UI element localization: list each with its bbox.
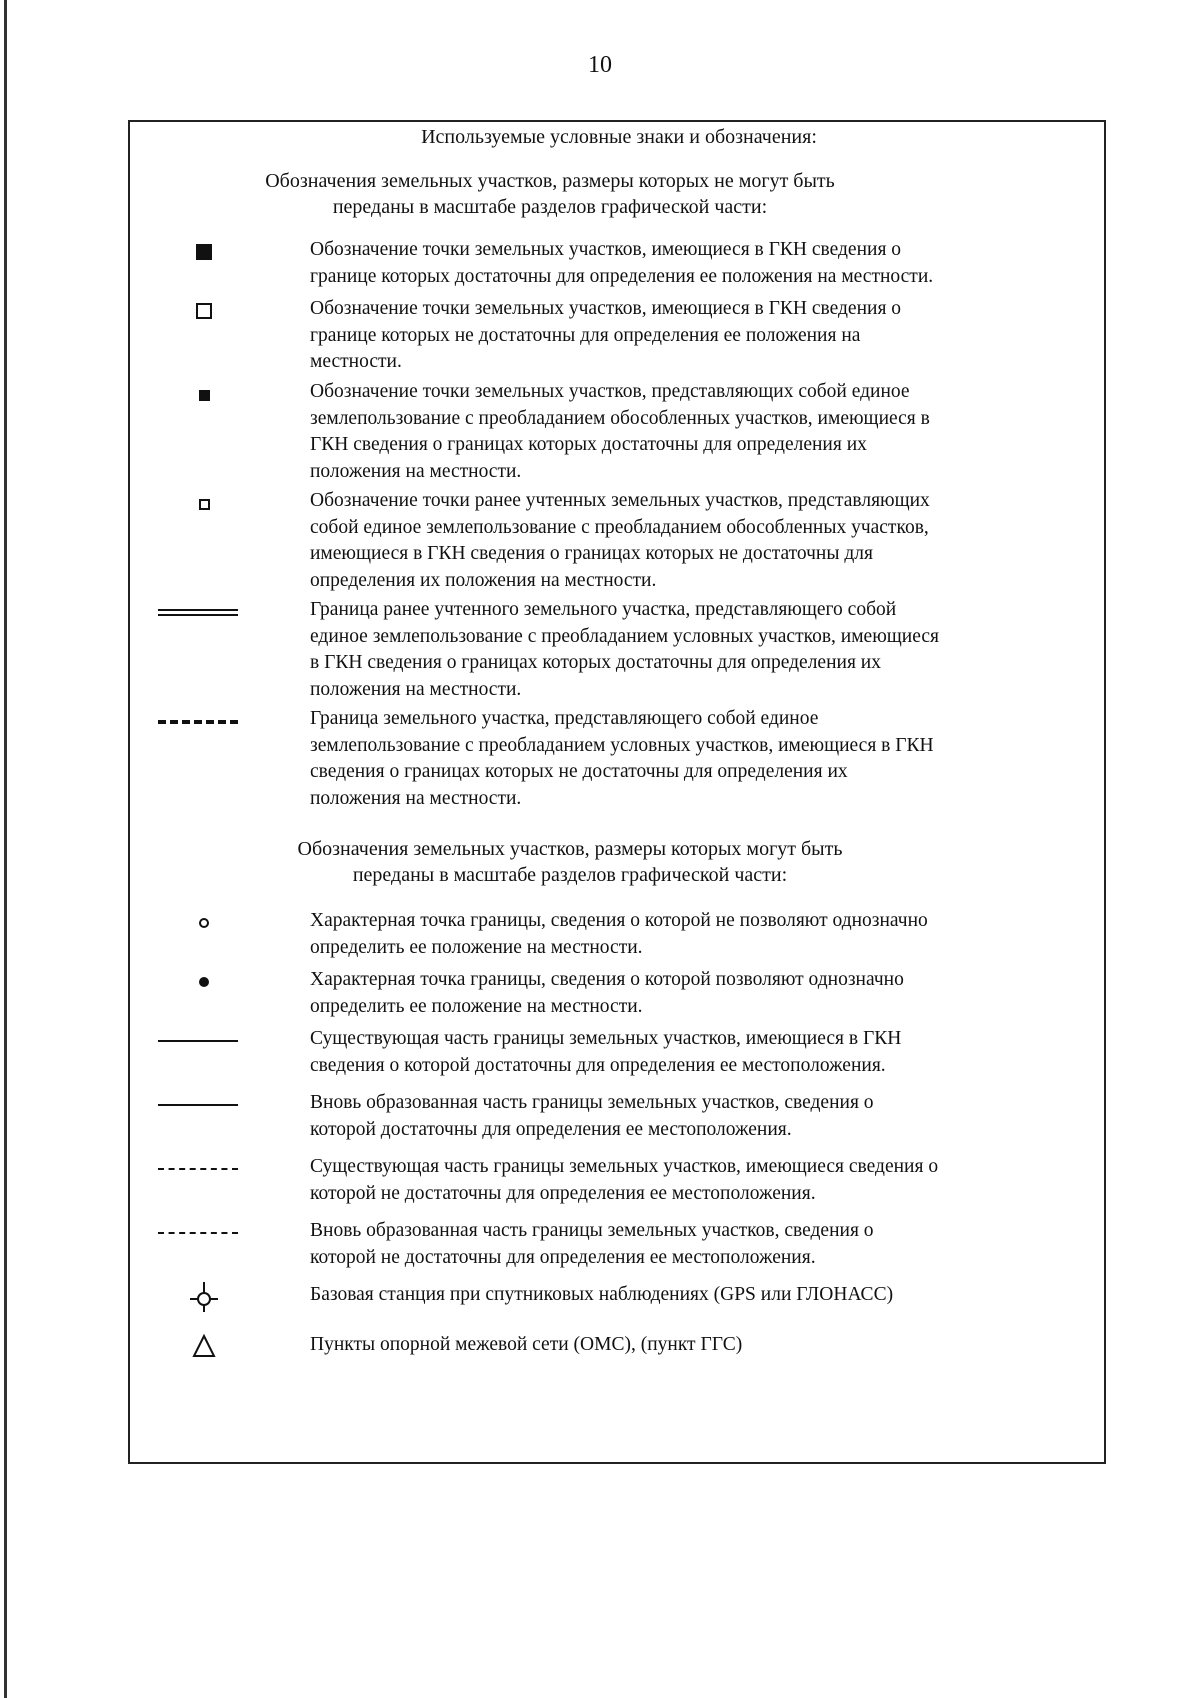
legend-text: Характерная точка границы, сведения о которой не позволяют однозначно определить ее положение на местности.: [310, 910, 928, 958]
base-station-icon: [154, 1282, 244, 1308]
legend-text: Обозначение точки земельных участков, имеющиеся в ГКН сведения о границе которых достаточны для определения ее положения на местности.: [310, 239, 934, 287]
large-open-square-icon: [154, 296, 244, 322]
legend-text: Существующая часть границы земельных участков, имеющиеся сведения о которой не достаточны для определения ее местоположения.: [310, 1156, 939, 1204]
page-number: 10: [588, 52, 612, 78]
small-filled-square-icon: [154, 379, 244, 405]
legend-frame: [128, 120, 1106, 1464]
solid-line-icon: [154, 1026, 244, 1052]
legend-title: Используемые условные знаки и обозначения:: [421, 126, 817, 148]
heavy-dashed-line-icon: [154, 706, 244, 732]
solid-line-icon: [154, 1090, 244, 1116]
legend-text: Обозначение точки земельных участков, представляющих собой единое землепользование с преобладанием обособленных участков, имеющиеся в ГКН сведения о границах которых достаточны для определения их положения на местности.: [310, 381, 930, 482]
small-open-square-icon: [154, 488, 244, 514]
dashed-line-icon: [154, 1154, 244, 1180]
legend-text: Граница земельного участка, представляющего собой единое землепользование с преобладанием условных участков, имеющиеся в ГКН сведения о границах которых не достаточны для определения их положения на местности.: [310, 708, 934, 809]
filled-circle-point-icon: [154, 967, 244, 993]
section-heading-scalable: Обозначения земельных участков, размеры которых могут быть переданы в масштабе разделов графической части:: [297, 838, 843, 886]
legend-text: Базовая станция при спутниковых наблюдениях (GPS или ГЛОНАСС): [310, 1284, 894, 1305]
open-circle-point-icon: [154, 908, 244, 934]
legend-text: Характерная точка границы, сведения о которой позволяют однозначно определить ее положение на местности.: [310, 969, 904, 1017]
legend-text: Вновь образованная часть границы земельных участков, сведения о которой достаточны для определения ее местоположения.: [310, 1092, 874, 1140]
large-filled-square-icon: [154, 237, 244, 263]
legend-text: Вновь образованная часть границы земельных участков, сведения о которой не достаточны для определения ее местоположения.: [310, 1220, 874, 1268]
dashed-line-icon: [154, 1218, 244, 1244]
page-edge-rule: [4, 0, 7, 1698]
section-heading-non-scalable: Обозначения земельных участков, размеры которых не могут быть переданы в масштабе разделов графической части:: [265, 170, 835, 218]
legend-text: Обозначение точки ранее учтенных земельных участков, представляющих собой единое землепользование с преобладанием обособленных участков, имеющиеся в ГКН сведения о границах которых не достаточны для определения их положения на местности.: [310, 490, 930, 591]
triangle-icon: [154, 1332, 244, 1358]
legend-text: Обозначение точки земельных участков, имеющиеся в ГКН сведения о границе которых не достаточны для определения ее положения на местности.: [310, 298, 902, 372]
legend-text: Пункты опорной межевой сети (ОМС), (пункт ГГС): [310, 1334, 743, 1355]
legend-text: Граница ранее учтенного земельного участка, представляющего собой единое землепользование с преобладанием условных участков, имеющиеся в ГКН сведения о границах которых достаточны для определения их положения на местности.: [310, 599, 939, 700]
legend-text: Существующая часть границы земельных участков, имеющиеся в ГКН сведения о которой достаточны для определения ее местоположения.: [310, 1028, 902, 1076]
double-line-icon: [154, 597, 244, 623]
